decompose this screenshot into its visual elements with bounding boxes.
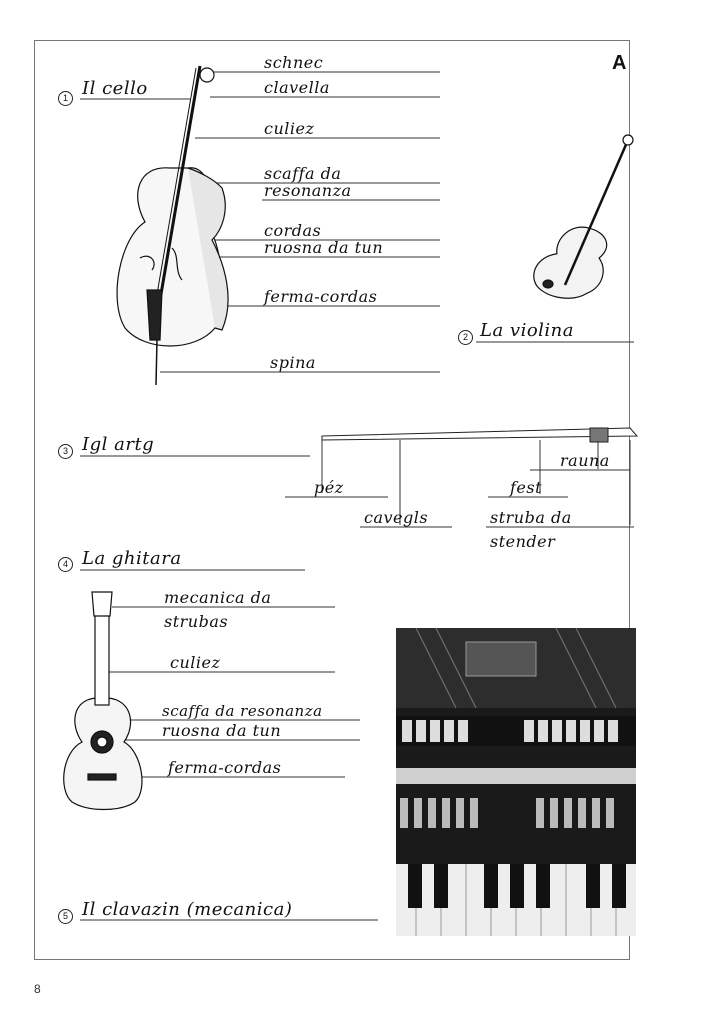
bow-title: Igl artg xyxy=(82,434,155,455)
section-number-4: 4 xyxy=(58,557,73,572)
piano-mechanism-photo xyxy=(396,628,636,936)
cello-label-strings: cordas xyxy=(264,221,322,240)
cello-label-scroll: schnec xyxy=(264,53,324,72)
guitar-label-bridge: ferma-cordas xyxy=(168,758,282,777)
bow-label-fest: fest xyxy=(510,478,543,497)
cello-label-soundboard-2: resonanza xyxy=(264,181,352,200)
guitar-title: La ghitara xyxy=(82,548,182,569)
section-number-2: 2 xyxy=(458,330,473,345)
violin-title: La violina xyxy=(480,320,575,341)
cello-label-tailpiece: ferma-cordas xyxy=(264,287,378,306)
bow-label-cavegls: cavegls xyxy=(364,508,429,527)
cello-label-peg: clavella xyxy=(264,78,330,97)
bow-label-struba-1: struba da xyxy=(490,508,572,527)
cello-label-neck: culiez xyxy=(264,119,315,138)
guitar-label-soundhole: ruosna da tun xyxy=(162,721,282,740)
cello-title: Il cello xyxy=(82,78,148,99)
guitar-illustration xyxy=(64,592,142,810)
violin-illustration xyxy=(528,135,633,312)
cello-label-soundhole: ruosna da tun xyxy=(264,238,384,257)
page-number: 8 xyxy=(34,982,41,996)
cello-label-soundboard-1: scaffa da xyxy=(264,164,342,183)
section-number-5: 5 xyxy=(58,909,73,924)
guitar-label-neck: culiez xyxy=(170,653,221,672)
section-letter: A xyxy=(612,52,627,74)
guitar-label-machine-2: strubas xyxy=(164,612,229,631)
guitar-label-machine-1: mecanica da xyxy=(164,588,272,607)
bow-label-rauna: rauna xyxy=(560,451,610,470)
section-number-1: 1 xyxy=(58,91,73,106)
section-number-3: 3 xyxy=(58,444,73,459)
cello-label-endpin: spina xyxy=(270,353,316,372)
cello-illustration xyxy=(117,66,228,385)
bow-label-struba-2: stender xyxy=(490,532,556,551)
piano-title: Il clavazin (mecanica) xyxy=(82,899,293,920)
guitar-label-soundboard: scaffa da resonanza xyxy=(162,702,323,720)
bow-label-pez: péz xyxy=(314,478,344,497)
